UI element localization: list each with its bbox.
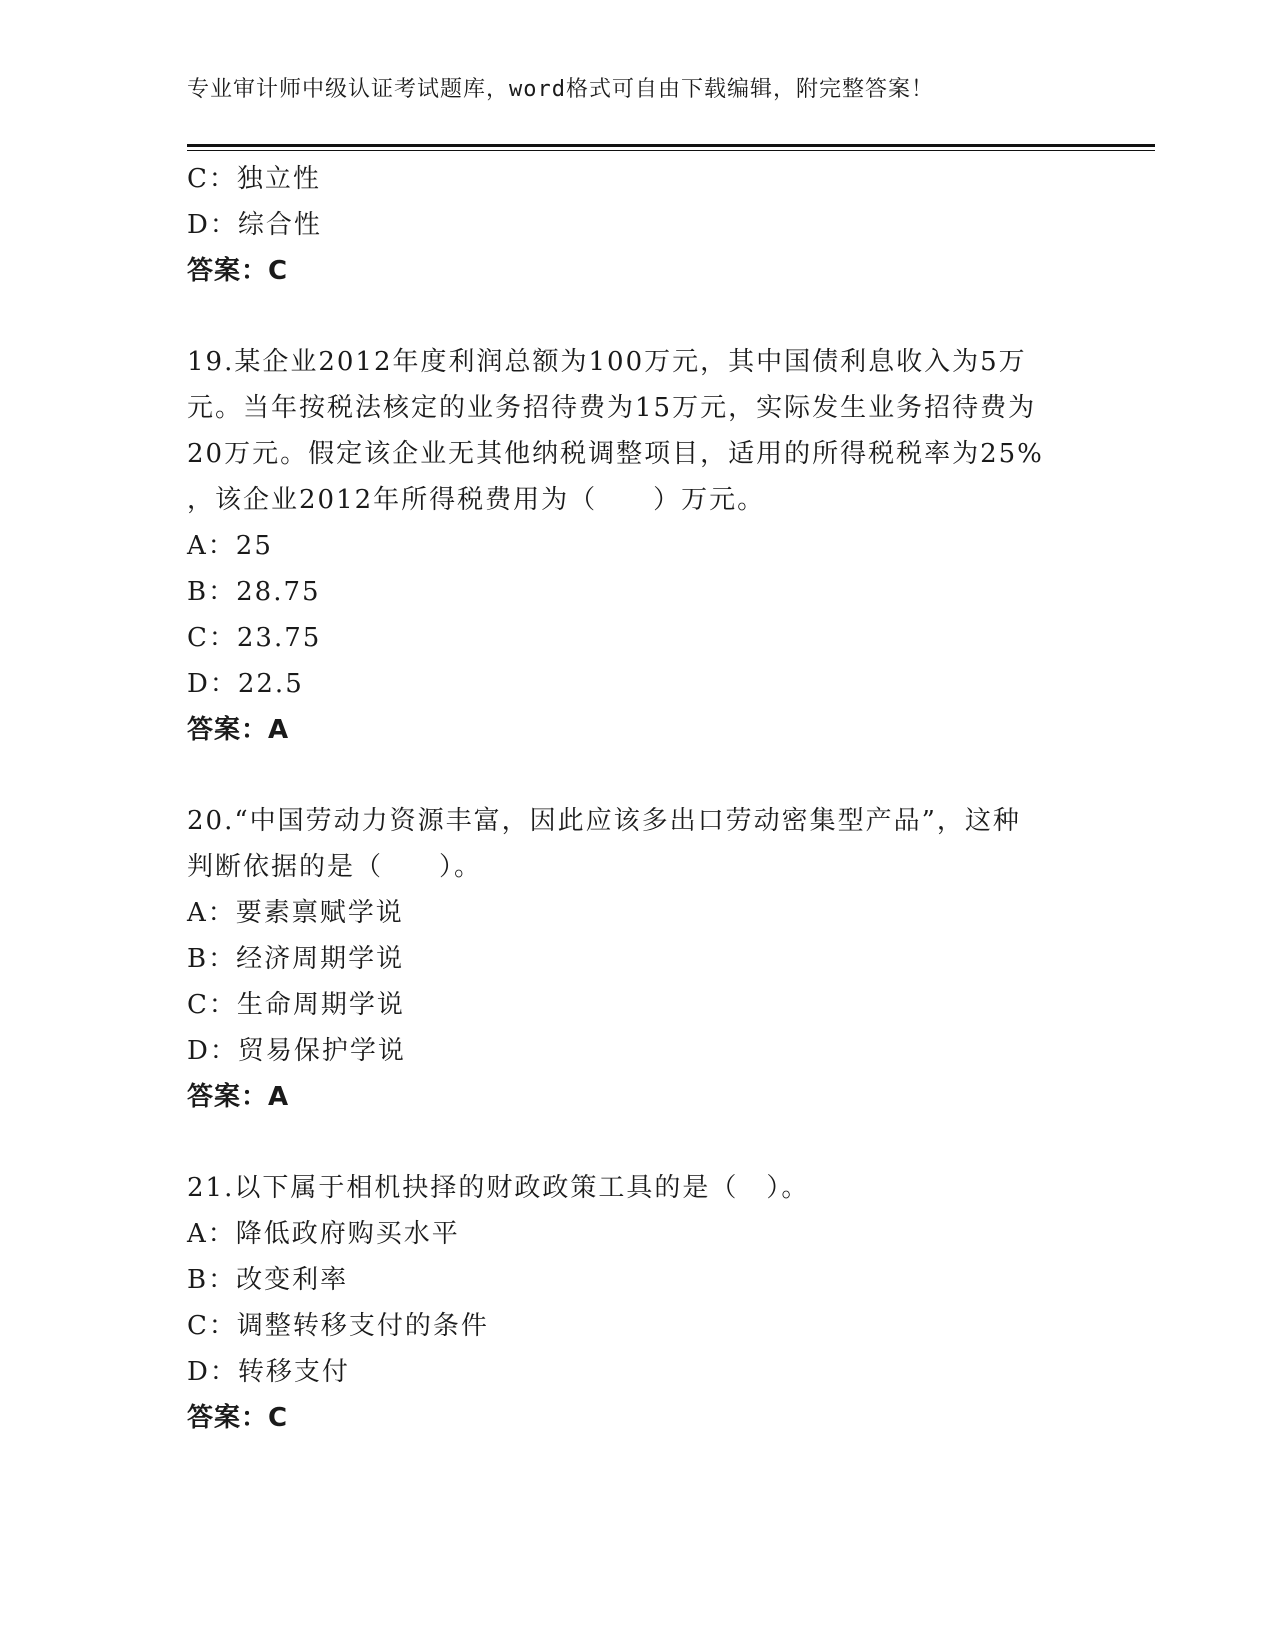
document-body	[187, 156, 1087, 1441]
question-text-line: 20万元。假定该企业无其他纳税调整项目，适用的所得税税率为25%	[187, 439, 1044, 469]
option-b: B：28.75	[187, 577, 321, 607]
answer: 答案：A	[187, 715, 290, 745]
header-rule-thick	[187, 144, 1155, 147]
option-a: A：要素禀赋学说	[187, 898, 404, 928]
answer: 答案：A	[187, 1082, 290, 1112]
question-text-line: ，该企业2012年所得税费用为（ ）万元。	[187, 485, 766, 515]
question-text-line: 21.以下属于相机抉择的财政政策工具的是（ ）。	[187, 1173, 810, 1203]
question-20	[187, 798, 1087, 1120]
question-text-line: 19.某企业2012年度利润总额为100万元，其中国债利息收入为5万	[187, 347, 1027, 377]
option-c: C：生命周期学说	[187, 990, 405, 1020]
option-d: D：22.5	[187, 669, 304, 699]
option-d: D：综合性	[187, 210, 322, 240]
option-b: B：改变利率	[187, 1265, 349, 1295]
option-a: A：25	[187, 531, 273, 561]
option-c: C：调整转移支付的条件	[187, 1311, 489, 1341]
option-c: C：独立性	[187, 164, 321, 194]
option-d: D：贸易保护学说	[187, 1036, 406, 1066]
question-text-line: 判断依据的是（ ）。	[187, 852, 483, 882]
question-text-line: 20.“中国劳动力资源丰富，因此应该多出口劳动密集型产品”，这种	[187, 806, 1021, 836]
option-d: D：转移支付	[187, 1357, 350, 1387]
option-b: B：经济周期学说	[187, 944, 405, 974]
question-text-line: 元。当年按税法核定的业务招待费为15万元，实际发生业务招待费为	[187, 393, 1037, 423]
answer: 答案：C	[187, 256, 289, 286]
answer: 答案：C	[187, 1403, 289, 1433]
header-rule-thin	[187, 150, 1155, 151]
question-19	[187, 339, 1087, 753]
document-header: 专业审计师中级认证考试题库，word格式可自由下载编辑，附完整答案！	[187, 77, 934, 102]
question-21	[187, 1165, 1087, 1441]
option-c: C：23.75	[187, 623, 322, 653]
option-a: A：降低政府购买水平	[187, 1219, 460, 1249]
